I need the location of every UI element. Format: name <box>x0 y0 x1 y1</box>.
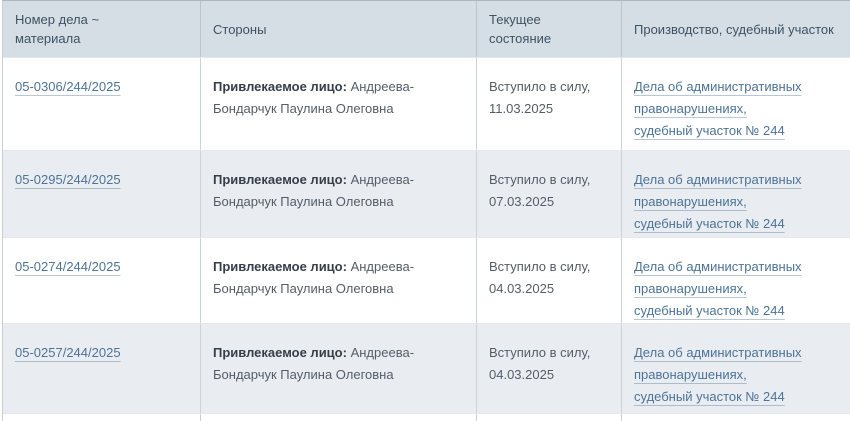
proceeding-link[interactable]: Дела об административных правонарушениях, судебный участок № 244 <box>634 172 802 231</box>
column-header-label: Производство, судебный участок <box>634 21 834 37</box>
case-number-cell <box>3 58 200 150</box>
party-role-label: Привлекаемое лицо: <box>213 259 347 274</box>
status-text: Вступило в силу, <box>489 79 591 94</box>
column-header-parties <box>200 1 476 57</box>
status-text: Вступило в силу, <box>489 259 591 274</box>
proceeding-cell <box>621 414 850 421</box>
table-row <box>3 150 850 237</box>
status-cell <box>476 238 621 323</box>
status-cell <box>476 58 621 150</box>
case-number-link[interactable]: 05-0274/244/2025 <box>15 259 121 274</box>
case-number-link[interactable]: 05-0306/244/2025 <box>15 79 121 94</box>
party-role-label: Привлекаемое лицо: <box>213 345 347 360</box>
status-cell <box>476 151 621 237</box>
case-number-cell <box>3 151 200 237</box>
table-row <box>3 57 850 150</box>
parties-cell <box>200 238 476 323</box>
case-number-link[interactable]: 05-0295/244/2025 <box>15 172 121 187</box>
party-role-label: Привлекаемое лицо: <box>213 172 347 187</box>
status-cell <box>476 324 621 413</box>
proceeding-cell <box>621 238 850 323</box>
party-role-label: Привлекаемое лицо: <box>213 79 347 94</box>
table-row-partial <box>3 413 850 421</box>
proceeding-cell <box>621 58 850 150</box>
party-name: Андреева-Бондарчук Паулина Олеговна <box>213 172 415 209</box>
party-name: Андреева-Бондарчук Паулина Олеговна <box>213 345 415 382</box>
status-text: Вступило в силу, <box>489 172 591 187</box>
case-number-cell <box>3 238 200 323</box>
party-name: Андреева-Бондарчук Паулина Олеговна <box>213 259 415 296</box>
column-header-case-number <box>3 1 200 57</box>
parties-cell <box>200 151 476 237</box>
parties-cell <box>200 324 476 413</box>
table-row <box>3 237 850 323</box>
column-header-label: Текущее состояние <box>489 12 552 46</box>
status-date: 04.03.2025 <box>489 281 555 296</box>
party-name: Андреева-Бондарчук Паулина Олеговна <box>213 79 415 116</box>
case-number-cell <box>3 414 200 421</box>
status-date: 04.03.2025 <box>489 367 555 382</box>
proceeding-cell <box>621 324 850 413</box>
proceeding-link[interactable]: Дела об административных правонарушениях, судебный участок № 244 <box>634 259 802 318</box>
proceeding-link[interactable]: Дела об административных правонарушениях, судебный участок № 244 <box>634 79 802 138</box>
status-cell <box>476 414 621 421</box>
column-header-label: Стороны <box>213 21 267 37</box>
table-header <box>3 1 850 57</box>
column-header-proceeding <box>621 1 850 57</box>
cases-table <box>2 0 850 421</box>
status-text: Вступило в силу, <box>489 345 591 360</box>
status-date: 07.03.2025 <box>489 194 555 209</box>
proceeding-link[interactable]: Дела об административных правонарушениях, судебный участок № 244 <box>634 345 802 404</box>
case-number-link[interactable]: 05-0257/244/2025 <box>15 345 121 360</box>
column-header-label: Номер дела ~ материала <box>15 12 100 46</box>
column-header-status <box>476 1 621 57</box>
proceeding-cell <box>621 151 850 237</box>
case-number-cell <box>3 324 200 413</box>
parties-cell <box>200 58 476 150</box>
status-date: 11.03.2025 <box>489 101 554 116</box>
table-row <box>3 323 850 413</box>
parties-cell <box>200 414 476 421</box>
